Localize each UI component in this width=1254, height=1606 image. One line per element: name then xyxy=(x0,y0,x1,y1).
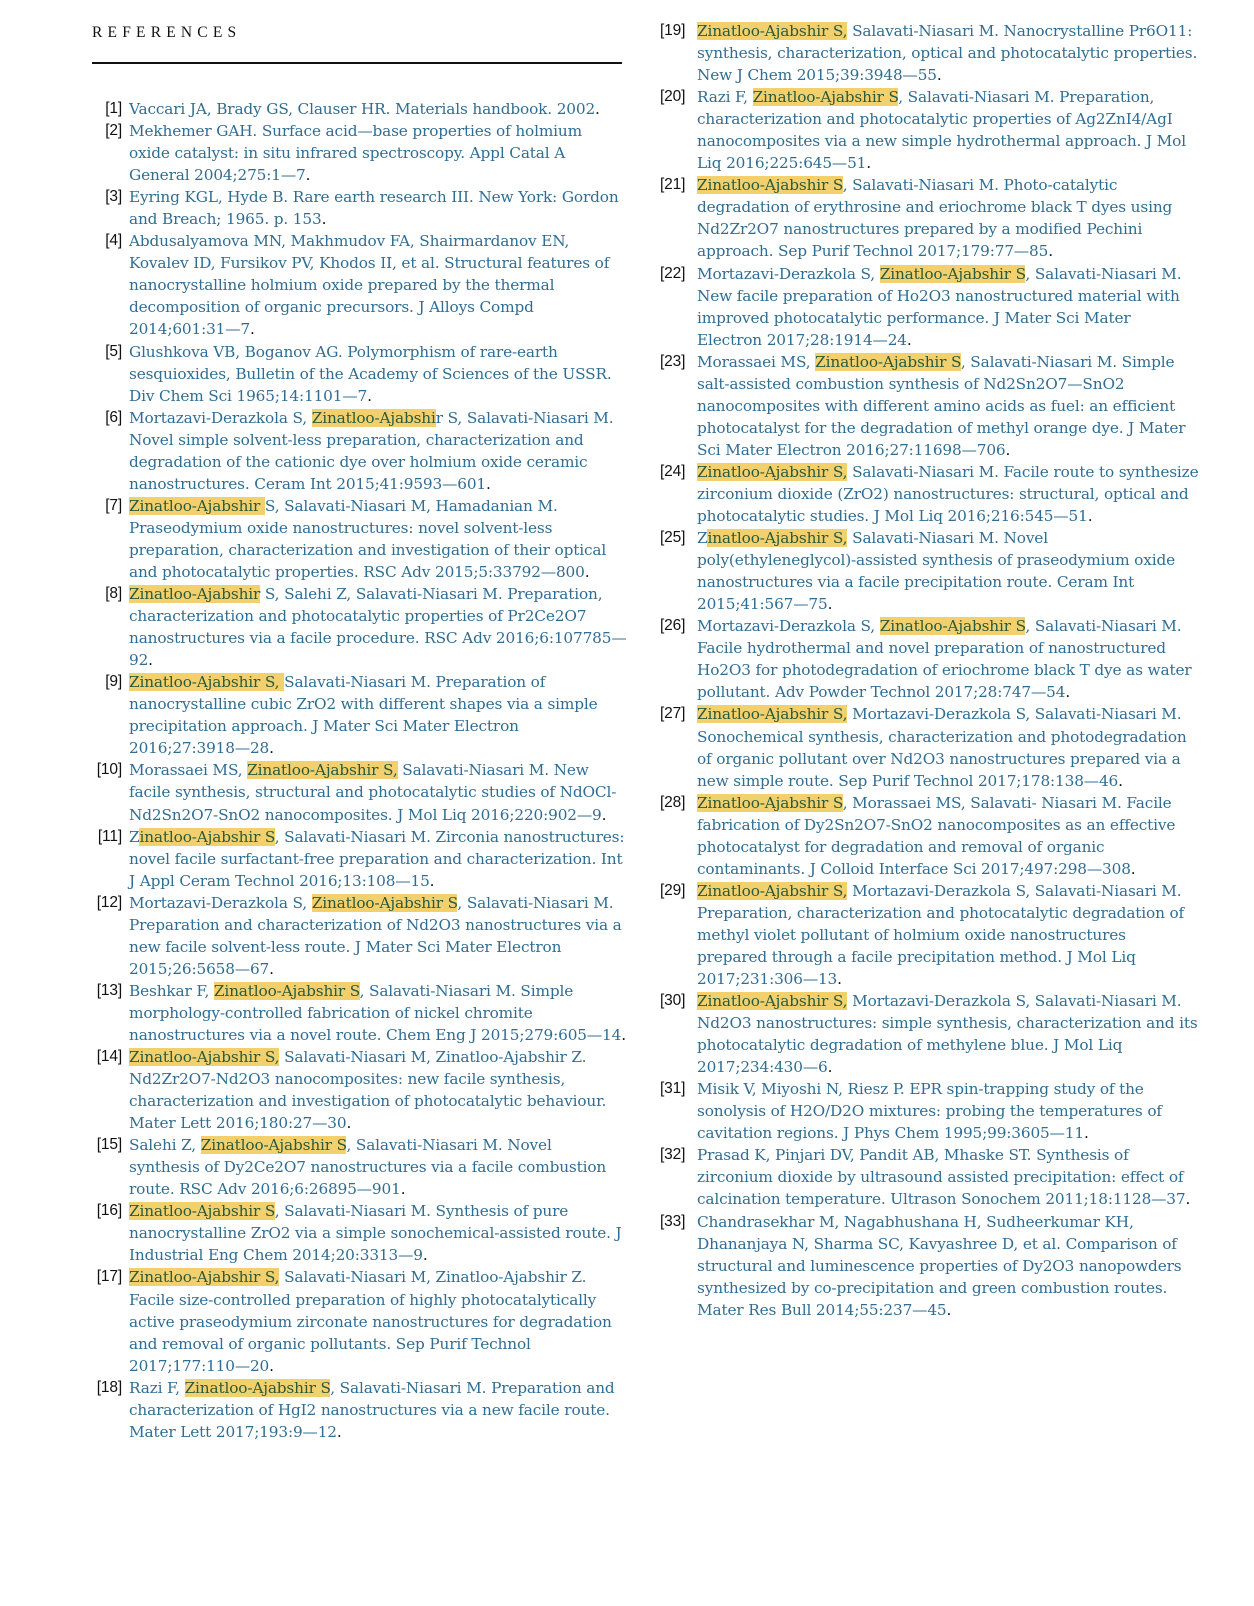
reference-number: [25] xyxy=(660,529,686,547)
highlighted-author[interactable]: Zinatloo-Ajabshi xyxy=(311,408,436,427)
reference-item xyxy=(92,98,627,120)
heading-divider xyxy=(92,62,622,64)
reference-item xyxy=(92,892,627,980)
reference-end-period: . xyxy=(305,166,311,185)
highlighted-author[interactable]: Zinatloo-Ajabshir S, xyxy=(697,705,848,724)
highlighted-author[interactable]: Zinatloo-Ajabshir xyxy=(129,496,265,515)
reference-text-before[interactable]: Vaccari JA, Brady GS, Clauser HR. Materials handbook. 2002 xyxy=(129,100,596,118)
reference-number: [4] xyxy=(105,232,122,250)
reference-end-period: . xyxy=(400,1180,406,1199)
reference-text-after[interactable]: Salavati-Niasari M. Nanocrystalline Pr6O11: synthesis, characterization, optical and photocatalytic properties. New J Chem 2015;39:3948—55 xyxy=(697,22,1198,85)
reference-item xyxy=(660,880,1200,990)
reference-number: [7] xyxy=(105,496,122,514)
reference-text-before[interactable]: Mortazavi-Derazkola S, xyxy=(697,264,880,283)
reference-number: [5] xyxy=(105,342,122,360)
reference-text-after[interactable]: Salavati-Niasari M, Zinatloo-Ajabshir Z. Nd2Zr2O7-Nd2O3 nanocomposites: new facile synthesis, characterization and investigation of photocatalytic behaviour. Mater Lett 2016;180:27—30 xyxy=(129,1048,607,1133)
reference-number: [8] xyxy=(105,585,122,603)
highlighted-author[interactable]: Zinatloo-Ajabshir S xyxy=(697,793,843,812)
reference-text-before[interactable]: Morassaei MS, xyxy=(697,352,816,371)
reference-end-period: . xyxy=(827,595,833,614)
reference-end-period: . xyxy=(837,970,842,989)
reference-text-after[interactable]: , Salavati-Niasari M. Simple morphology-controlled fabrication of nickel chromite nanostructures via a novel route. Chem Eng J 2015;279:605—14 xyxy=(129,981,622,1044)
reference-item xyxy=(660,86,1200,174)
reference-text-after[interactable]: , Salavati-Niasari M. Novel synthesis of Dy2Ce2O7 nanostructures via a facile combustion route. RSC Adv 2016;6:26895—901 xyxy=(129,1136,607,1199)
reference-end-period: . xyxy=(336,1422,342,1441)
references-heading: REFERENCES xyxy=(92,24,242,41)
reference-text-after[interactable]: Salavati-Niasari M. New facile synthesis, structural and photocatalytic studies of NdOCl-Nd2Sn2O7-SnO2 nanocomposites. J Mol Liq 2016;220:902—9 xyxy=(129,761,617,824)
reference-text-after[interactable]: , Salavati-Niasari M. Synthesis of pure nanocrystalline ZrO2 via a simple sonochemical-assisted route. J Industrial Eng Chem 2014;20:3313—9 xyxy=(129,1202,622,1265)
reference-number: [14] xyxy=(96,1048,122,1066)
reference-text-before[interactable]: Razi F, xyxy=(697,88,753,107)
reference-item xyxy=(92,1200,627,1266)
highlighted-author[interactable]: Zinatloo-Ajabshir S xyxy=(815,352,961,371)
reference-item xyxy=(660,461,1200,527)
reference-item xyxy=(660,351,1200,461)
reference-end-period: . xyxy=(621,1025,626,1044)
reference-item xyxy=(92,495,627,583)
reference-number: [11] xyxy=(97,827,122,845)
reference-number: [22] xyxy=(660,264,686,282)
reference-end-period: . xyxy=(906,330,912,349)
reference-text-after[interactable]: , Morassaei MS, Salavati- Niasari M. Facile fabrication of Dy2Sn2O7-SnO2 nanocomposites as an effective photocatalyst for degradation and removal of organic contaminants. J Colloid Interface Sci 2017;497:298—308 xyxy=(697,793,1176,878)
highlighted-author[interactable]: Zinatloo-Ajabshir S xyxy=(879,264,1026,283)
reference-number: [19] xyxy=(660,22,686,39)
references-column-left xyxy=(92,98,627,1443)
reference-end-period: . xyxy=(584,562,590,581)
highlighted-author[interactable]: Zinatloo-Ajabshir S xyxy=(129,1202,275,1221)
reference-text-after[interactable]: Salavati-Niasari M, Zinatloo-Ajabshir Z. Facile size-controlled preparation of highly photocatalytically active praseodymium zirconate nanostructures for degradation and removal of organic pollutants. Sep Purif Technol 2017;177:110—20 xyxy=(129,1268,612,1375)
reference-number: [16] xyxy=(96,1202,122,1220)
reference-item xyxy=(92,186,627,230)
highlighted-author[interactable]: Zinatloo-Ajabshir S, xyxy=(697,462,848,481)
reference-number: [13] xyxy=(96,981,122,999)
reference-end-period: . xyxy=(486,474,491,493)
reference-item xyxy=(92,759,627,825)
reference-text-before[interactable]: Mortazavi-Derazkola S, xyxy=(129,408,312,427)
reference-item xyxy=(660,174,1200,262)
reference-item xyxy=(92,1266,627,1376)
reference-number: [27] xyxy=(660,705,686,723)
reference-text-after[interactable]: S, Salehi Z, Salavati-Niasari M. Preparation, characterization and photocatalytic properties of Pr2Ce2O7 nanostructures via a facile procedure. RSC Adv 2016;6:107785—92 xyxy=(129,585,627,670)
reference-text-after[interactable]: Salavati-Niasari M. Novel poly(ethyleneglycol)-assisted synthesis of praseodymium oxide nanostructures via a facile precipitation route. Ceram Int 2015;41:567—75 xyxy=(697,529,1175,614)
reference-end-period: . xyxy=(346,1114,352,1133)
reference-text-after[interactable]: , Salavati-Niasari M. Preparation, characterization and photocatalytic properties of Ag2ZnI4/AgI nanocomposites via a new simple hydrothermal approach. J Mol Liq 2016;225:645—51 xyxy=(697,88,1186,173)
reference-number: [21] xyxy=(660,176,686,194)
highlighted-author[interactable]: Zinatloo-Ajabshir S, xyxy=(129,1268,280,1287)
reference-number: [24] xyxy=(660,462,686,480)
highlighted-author[interactable]: Zinatloo-Ajabshir S, xyxy=(129,1048,280,1067)
reference-end-period: . xyxy=(321,210,327,229)
reference-end-period: . xyxy=(429,871,435,890)
reference-text-after[interactable]: Mortazavi-Derazkola S, Salavati-Niasari M. Nd2O3 nanostructures: simple synthesis, characterization and its photocatalytic degradation of methylene blue. J Mol Liq 2017;234:430—6 xyxy=(697,992,1198,1077)
reference-number: [20] xyxy=(660,88,686,106)
reference-text-before[interactable]: Beshkar F, xyxy=(129,981,214,1000)
reference-item xyxy=(92,826,627,892)
reference-item xyxy=(92,341,627,407)
reference-item xyxy=(92,1134,627,1200)
reference-end-period: . xyxy=(1065,683,1071,702)
reference-number: [32] xyxy=(660,1146,686,1164)
reference-text-before[interactable]: Morassaei MS, xyxy=(129,761,248,780)
highlighted-author[interactable]: Zinatloo-Ajabshir S xyxy=(879,617,1026,636)
reference-end-period: . xyxy=(946,1300,952,1319)
reference-text-before[interactable]: Prasad K, Pinjari DV, Pandit AB, Mhaske ST. Synthesis of zirconium dioxide by ultrasound assisted precipitation: effect of calcination temperature. Ultrason Sonochem 2011;18:1128—37 xyxy=(697,1146,1186,1209)
highlighted-author[interactable]: Zinatloo-Ajabshir xyxy=(129,585,261,604)
reference-end-period: . xyxy=(269,739,274,758)
highlighted-author[interactable]: Zinatloo-Ajabshir S xyxy=(311,893,458,912)
reference-item xyxy=(92,583,627,671)
reference-text-after[interactable]: r S, Salavati-Niasari M. Novel simple solvent-less preparation, characterization and degradation of the cationic dye over holmium oxide ceramic nanostructures. Ceram Int 2015;41:9593—601 xyxy=(129,408,614,493)
reference-text-after[interactable]: Mortazavi-Derazkola S, Salavati-Niasari M. Preparation, characterization and photocatalytic degradation of methyl violet pollutant of holmium oxide nanostructures prepared through a facile precipitation method. J Mol Liq 2017;231:306—13 xyxy=(697,881,1185,989)
highlighted-author[interactable]: Zinatloo-Ajabshir S xyxy=(184,1378,331,1397)
reference-item xyxy=(660,20,1200,86)
reference-item xyxy=(660,263,1200,351)
reference-text-before[interactable]: Mekhemer GAH. Surface acid—base properties of holmium oxide catalyst: in situ infrared spectroscopy. Appl Catal A General 2004;275:1—7 xyxy=(129,122,582,185)
reference-text-after[interactable]: , Salavati-Niasari M. Photo-catalytic degradation of erythrosine and eriochrome black T dyes using Nd2Zr2O7 nanostructures prepared by a modified Pechini approach. Sep Purif Technol 2017;179:77—85 xyxy=(697,176,1173,261)
reference-text-after[interactable]: , Salavati-Niasari M. Simple salt-assisted combustion synthesis of Nd2Sn2O7—SnO2 nanocomposites with different amino acids as fuel: an efficient photocatalyst for the degradation of methyl orange dye. J Mater Sci Mater Electron 2016;27:11698—706 xyxy=(697,352,1186,459)
reference-end-period: . xyxy=(1083,1124,1089,1143)
reference-end-period: . xyxy=(1087,507,1093,526)
reference-end-period: . xyxy=(936,66,942,85)
reference-number: [23] xyxy=(660,352,686,370)
reference-text-before[interactable]: Misik V, Miyoshi N, Riesz P. EPR spin-trapping study of the sonolysis of H2O/D2O mixtures: probing the temperatures of cavitation regions. J Phys Chem 1995;99:3605—11 xyxy=(697,1080,1162,1143)
reference-number: [2] xyxy=(105,122,122,140)
reference-item xyxy=(660,703,1200,791)
reference-item xyxy=(92,1377,627,1443)
reference-end-period: . xyxy=(422,1246,428,1265)
reference-text-before[interactable]: Razi F, xyxy=(129,1378,185,1397)
reference-end-period: . xyxy=(249,320,255,339)
reference-item xyxy=(660,1211,1200,1321)
reference-end-period: . xyxy=(1048,242,1053,261)
highlighted-author[interactable]: Zinatloo-Ajabshir S, xyxy=(129,673,285,692)
reference-number: [3] xyxy=(105,188,122,206)
reference-text-before[interactable]: Z xyxy=(697,529,708,548)
reference-text-after[interactable]: , Salavati-Niasari M. New facile preparation of Ho2O3 nanostructured material with improved photocatalytic performance. J Mater Sci Mater Electron 2017;28:1914—24 xyxy=(697,264,1182,349)
reference-text-before[interactable]: Glushkova VB, Boganov AG. Polymorphism of rare-earth sesquioxides, Bulletin of the Academy of Sciences of the USSR. Div Chem Sci 1965;14:1101—7 xyxy=(129,342,612,405)
reference-text-after[interactable]: , Salavati-Niasari M. Preparation and characterization of Nd2O3 nanostructures via a new facile solvent-less route. J Mater Sci Mater Electron 2015;26:5658—67 xyxy=(129,893,622,978)
highlighted-author[interactable]: Zinatloo-Ajabshir S xyxy=(697,176,843,195)
reference-text-before[interactable]: Abdusalyamova MN, Makhmudov FA, Shairmardanov EN, Kovalev ID, Fursikov PV, Khodos II, et al. Structural features of nanocrystalline holmium oxide prepared by the thermal decomposition of organic precursors. J Alloys Compd 2014;601:31—7 xyxy=(129,232,610,339)
reference-end-period: . xyxy=(1005,440,1011,459)
reference-text-after[interactable]: Mortazavi-Derazkola S, Salavati-Niasari M. Sonochemical synthesis, characterization and photodegradation of organic pollutant over Nd2O3 nanostructures prepared via a new simple route. Sep Purif Technol 2017;178:138—46 xyxy=(697,705,1187,790)
reference-text-after[interactable]: S, Salavati-Niasari M, Hamadanian M. Praseodymium oxide nanostructures: novel solvent-less preparation, characterization and investigation of their optical and photocatalytic properties. RSC Adv 2015;5:33792—800 xyxy=(129,496,607,581)
reference-end-period: . xyxy=(1118,771,1123,790)
reference-item xyxy=(92,980,627,1046)
reference-end-period: . xyxy=(269,1356,274,1375)
reference-number: [28] xyxy=(660,793,686,811)
reference-text-before[interactable]: Salehi Z, xyxy=(129,1136,201,1155)
reference-end-period: . xyxy=(827,1058,833,1077)
reference-text-after[interactable]: , Salavati-Niasari M. Zirconia nanostructures: novel facile surfactant-free preparation and characterization. Int J Appl Ceram Technol 2016;13:108—15 xyxy=(129,827,625,890)
reference-item xyxy=(660,1144,1200,1210)
reference-item xyxy=(660,990,1200,1078)
reference-text-after[interactable]: , Salavati-Niasari M. Facile hydrothermal and novel preparation of nanostructured Ho2O3 for photodegradation of eriochrome black T dye as water pollutant. Adv Powder Technol 2017;28:747—54 xyxy=(697,617,1192,702)
reference-item xyxy=(660,527,1200,615)
highlighted-author[interactable]: Zinatloo-Ajabshir S, xyxy=(247,761,398,780)
reference-number: [26] xyxy=(660,617,686,635)
reference-number: [31] xyxy=(660,1080,686,1098)
reference-text-before[interactable]: Mortazavi-Derazkola S, xyxy=(129,893,312,912)
reference-number: [10] xyxy=(96,761,122,779)
reference-end-period: . xyxy=(148,651,153,670)
reference-text-before[interactable]: Eyring KGL, Hyde B. Rare earth research III. New York: Gordon and Breach; 1965. p. 153 xyxy=(129,188,619,229)
reference-number: [1] xyxy=(105,100,122,117)
reference-number: [30] xyxy=(660,992,686,1010)
highlighted-author[interactable]: Zinatloo-Ajabshir S, xyxy=(697,992,848,1011)
reference-item xyxy=(92,1046,627,1134)
reference-text-after[interactable]: Salavati-Niasari M. Facile route to synthesize zirconium dioxide (ZrO2) nanostructures: structural, optical and photocatalytic studies. J Mol Liq 2016;216:545—51 xyxy=(697,462,1199,526)
reference-text-before[interactable]: Z xyxy=(129,827,140,846)
highlighted-author[interactable]: Zinatloo-Ajabshir S, xyxy=(697,881,848,900)
reference-end-period: . xyxy=(595,100,600,118)
reference-item xyxy=(660,1078,1200,1144)
reference-number: [29] xyxy=(660,881,686,899)
highlighted-author[interactable]: Zinatloo-Ajabshir S, xyxy=(697,22,848,40)
reference-end-period: . xyxy=(367,386,372,405)
reference-end-period: . xyxy=(1185,1190,1191,1209)
reference-number: [33] xyxy=(660,1212,686,1230)
highlighted-author[interactable]: Zinatloo-Ajabshir S xyxy=(752,88,899,107)
reference-item xyxy=(92,671,627,759)
reference-text-before[interactable]: Chandrasekhar M, Nagabhushana H, Sudheerkumar KH, Dhananjaya N, Sharma SC, Kavyashree D, et al. Comparison of structural and luminescence properties of Dy2O3 nanopowders synthesized by co-precipitation and green combustion routes. Mater Res Bull 2014;55:237—45 xyxy=(697,1212,1182,1319)
reference-end-period: . xyxy=(1130,859,1136,878)
reference-item xyxy=(92,230,627,340)
reference-item xyxy=(92,407,627,495)
highlighted-author[interactable]: Zinatloo-Ajabshir S xyxy=(213,981,360,1000)
reference-number: [6] xyxy=(105,408,122,426)
highlighted-author[interactable]: Zinatloo-Ajabshir S xyxy=(200,1136,347,1155)
reference-text-after[interactable]: Salavati-Niasari M. Preparation of nanocrystalline cubic ZrO2 with different shapes via a simple precipitation approach. J Mater Sci Mater Electron 2016;27:3918—28 xyxy=(129,673,598,758)
references-column-right xyxy=(660,20,1200,1321)
reference-item xyxy=(660,792,1200,880)
reference-end-period: . xyxy=(269,959,274,978)
reference-item xyxy=(660,615,1200,703)
reference-number: [17] xyxy=(96,1268,122,1286)
reference-text-before[interactable]: Mortazavi-Derazkola S, xyxy=(697,617,880,636)
reference-number: [15] xyxy=(96,1136,122,1154)
highlighted-author[interactable]: inatloo-Ajabshir S, xyxy=(707,529,848,548)
reference-number: [9] xyxy=(105,673,122,691)
reference-end-period: . xyxy=(866,154,871,173)
reference-text-after[interactable]: , Salavati-Niasari M. Preparation and characterization of HgI2 nanostructures via a new facile route. Mater Lett 2017;193:9—12 xyxy=(129,1378,615,1441)
reference-number: [12] xyxy=(96,893,122,911)
reference-number: [18] xyxy=(96,1378,122,1396)
reference-end-period: . xyxy=(601,805,607,824)
highlighted-author[interactable]: inatloo-Ajabshir S xyxy=(139,827,275,846)
reference-item xyxy=(92,120,627,186)
